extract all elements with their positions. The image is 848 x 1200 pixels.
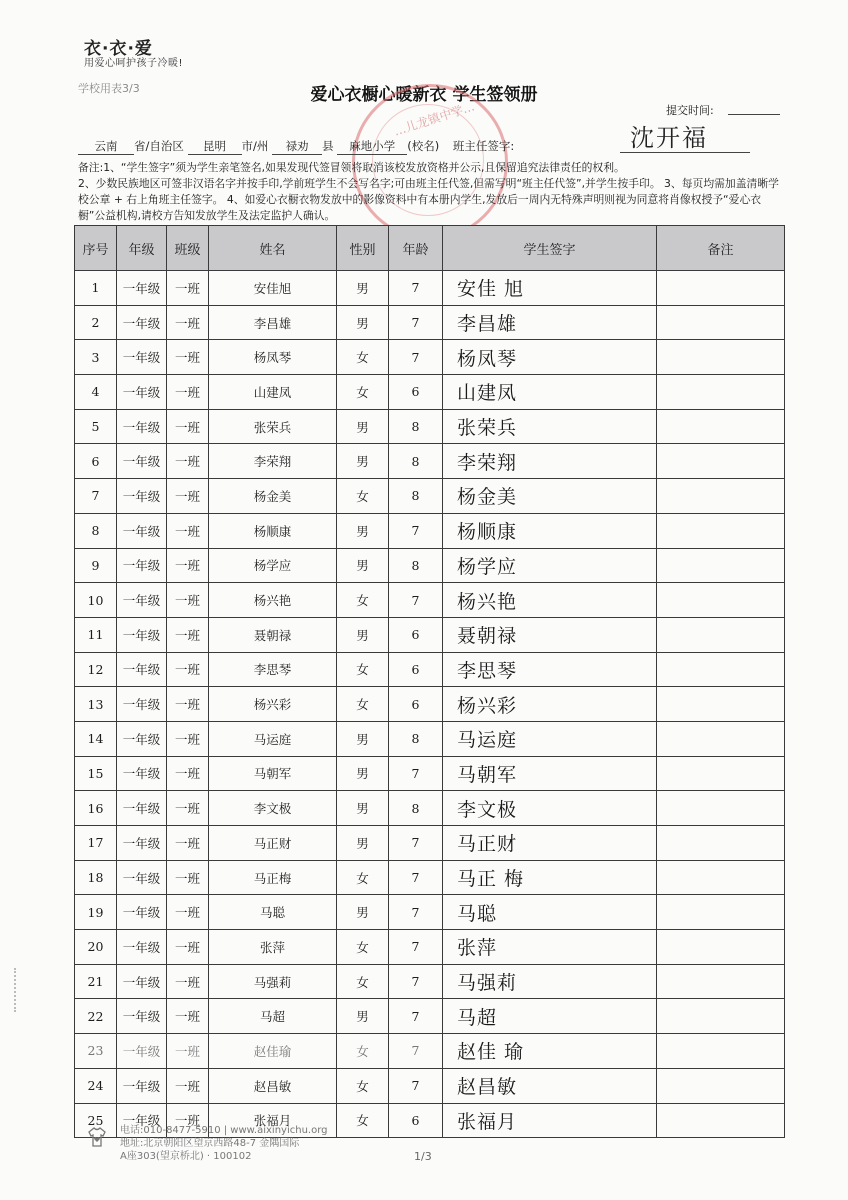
row-age: 7 <box>389 860 443 895</box>
table-row <box>75 375 785 410</box>
row-signature: 马正 梅 <box>443 860 657 895</box>
row-number: 23 <box>75 1034 117 1069</box>
row-class: 一班 <box>167 409 209 444</box>
row-signature: 赵昌敏 <box>443 1068 657 1103</box>
scan-edge-marks <box>14 968 22 1012</box>
row-grade: 一年级 <box>117 860 167 895</box>
row-name: 杨凤琴 <box>209 340 337 375</box>
row-class: 一班 <box>167 271 209 306</box>
row-grade: 一年级 <box>117 930 167 965</box>
row-name: 李昌雄 <box>209 305 337 340</box>
row-grade: 一年级 <box>117 583 167 618</box>
school-stamp-text: …儿龙镇中学… <box>392 99 477 139</box>
row-gender: 女 <box>337 1103 389 1138</box>
row-number: 25 <box>75 1103 117 1138</box>
row-grade: 一年级 <box>117 895 167 930</box>
row-gender: 男 <box>337 305 389 340</box>
row-signature: 马正财 <box>443 826 657 861</box>
row-age: 6 <box>389 1103 443 1138</box>
row-gender: 女 <box>337 1034 389 1069</box>
row-age: 7 <box>389 513 443 548</box>
row-remark <box>657 999 785 1034</box>
row-age: 6 <box>389 687 443 722</box>
row-number: 10 <box>75 583 117 618</box>
row-gender: 女 <box>337 479 389 514</box>
row-name: 赵昌敏 <box>209 1068 337 1103</box>
row-grade: 一年级 <box>117 409 167 444</box>
row-age: 7 <box>389 583 443 618</box>
row-remark <box>657 513 785 548</box>
header-col-signature: 学生签字 <box>443 226 657 271</box>
table-row <box>75 617 785 652</box>
row-name: 张萍 <box>209 930 337 965</box>
row-remark <box>657 930 785 965</box>
row-class: 一班 <box>167 721 209 756</box>
row-remark <box>657 305 785 340</box>
county-label: 县 <box>322 139 334 153</box>
row-age: 7 <box>389 964 443 999</box>
row-class: 一班 <box>167 1034 209 1069</box>
row-signature: 张荣兵 <box>443 409 657 444</box>
table-row <box>75 1068 785 1103</box>
row-grade: 一年级 <box>117 721 167 756</box>
row-gender: 男 <box>337 409 389 444</box>
row-name: 李荣翔 <box>209 444 337 479</box>
student-roster-table <box>74 225 785 1138</box>
table-header-row <box>75 226 785 271</box>
row-class: 一班 <box>167 964 209 999</box>
row-class: 一班 <box>167 1068 209 1103</box>
row-grade: 一年级 <box>117 513 167 548</box>
row-name: 李文极 <box>209 791 337 826</box>
row-number: 21 <box>75 964 117 999</box>
row-age: 7 <box>389 340 443 375</box>
school-name-label: (校名) <box>407 139 440 153</box>
row-number: 24 <box>75 1068 117 1103</box>
table-row <box>75 479 785 514</box>
row-remark <box>657 375 785 410</box>
row-grade: 一年级 <box>117 1068 167 1103</box>
row-number: 4 <box>75 375 117 410</box>
row-name: 张福月 <box>209 1103 337 1138</box>
row-signature: 李文极 <box>443 791 657 826</box>
row-grade: 一年级 <box>117 687 167 722</box>
page-number: 1/3 <box>414 1150 432 1163</box>
row-class: 一班 <box>167 756 209 791</box>
table-body <box>75 271 785 1138</box>
notes-block <box>78 160 784 224</box>
row-age: 7 <box>389 756 443 791</box>
shirt-heart-icon <box>86 1126 108 1148</box>
row-remark <box>657 860 785 895</box>
row-gender: 男 <box>337 895 389 930</box>
row-class: 一班 <box>167 305 209 340</box>
organization-logo: 衣·衣·爱 <box>84 39 153 59</box>
teacher-signature-label: 班主任签字: <box>452 139 515 153</box>
table-row <box>75 791 785 826</box>
row-name: 杨顺康 <box>209 513 337 548</box>
row-name: 李思琴 <box>209 652 337 687</box>
table-row <box>75 409 785 444</box>
organization-slogan: 用爱心呵护孩子冷暖! <box>84 58 184 69</box>
table-row <box>75 583 785 618</box>
row-age: 7 <box>389 895 443 930</box>
row-name: 马超 <box>209 999 337 1034</box>
row-remark <box>657 548 785 583</box>
row-gender: 男 <box>337 999 389 1034</box>
row-age: 6 <box>389 617 443 652</box>
row-number: 5 <box>75 409 117 444</box>
row-age: 8 <box>389 721 443 756</box>
row-class: 一班 <box>167 826 209 861</box>
row-remark <box>657 756 785 791</box>
table-row <box>75 271 785 306</box>
row-remark <box>657 1103 785 1138</box>
row-grade: 一年级 <box>117 791 167 826</box>
row-signature: 李思琴 <box>443 652 657 687</box>
row-class: 一班 <box>167 930 209 965</box>
row-gender: 女 <box>337 583 389 618</box>
row-grade: 一年级 <box>117 826 167 861</box>
row-name: 马正梅 <box>209 860 337 895</box>
row-signature: 马强莉 <box>443 964 657 999</box>
row-remark <box>657 583 785 618</box>
row-number: 20 <box>75 930 117 965</box>
row-gender: 女 <box>337 964 389 999</box>
row-remark <box>657 826 785 861</box>
county-value: 禄劝 <box>272 138 322 155</box>
row-number: 6 <box>75 444 117 479</box>
row-signature: 杨金美 <box>443 479 657 514</box>
row-signature: 聂朝禄 <box>443 617 657 652</box>
row-name: 马正财 <box>209 826 337 861</box>
table-row <box>75 687 785 722</box>
row-age: 7 <box>389 1068 443 1103</box>
row-remark <box>657 964 785 999</box>
header-col-grade: 年级 <box>117 226 167 271</box>
row-number: 7 <box>75 479 117 514</box>
row-remark <box>657 1068 785 1103</box>
row-remark <box>657 721 785 756</box>
row-number: 16 <box>75 791 117 826</box>
row-number: 18 <box>75 860 117 895</box>
row-grade: 一年级 <box>117 305 167 340</box>
row-gender: 女 <box>337 340 389 375</box>
row-class: 一班 <box>167 687 209 722</box>
row-grade: 一年级 <box>117 756 167 791</box>
row-class: 一班 <box>167 999 209 1034</box>
table-row <box>75 340 785 375</box>
row-name: 马强莉 <box>209 964 337 999</box>
row-age: 7 <box>389 305 443 340</box>
row-number: 19 <box>75 895 117 930</box>
row-remark <box>657 479 785 514</box>
footer-address-1: 地址:北京朝阳区望京西路48-7 金隅国际 <box>120 1138 300 1149</box>
row-signature: 李荣翔 <box>443 444 657 479</box>
row-gender: 女 <box>337 375 389 410</box>
row-age: 8 <box>389 791 443 826</box>
row-grade: 一年级 <box>117 271 167 306</box>
row-signature: 杨顺康 <box>443 513 657 548</box>
row-name: 杨金美 <box>209 479 337 514</box>
row-name: 张荣兵 <box>209 409 337 444</box>
row-grade: 一年级 <box>117 1103 167 1138</box>
row-signature: 马聪 <box>443 895 657 930</box>
row-name: 山建凤 <box>209 375 337 410</box>
row-class: 一班 <box>167 791 209 826</box>
row-number: 17 <box>75 826 117 861</box>
row-name: 赵佳瑜 <box>209 1034 337 1069</box>
row-remark <box>657 271 785 306</box>
row-number: 2 <box>75 305 117 340</box>
row-number: 22 <box>75 999 117 1034</box>
row-class: 一班 <box>167 340 209 375</box>
row-grade: 一年级 <box>117 444 167 479</box>
row-class: 一班 <box>167 513 209 548</box>
table-row <box>75 756 785 791</box>
row-class: 一班 <box>167 652 209 687</box>
row-name: 杨兴彩 <box>209 687 337 722</box>
header-col-class: 班级 <box>167 226 209 271</box>
footer-address-2: A座303(望京桥北) · 100102 <box>120 1151 252 1162</box>
row-gender: 女 <box>337 1068 389 1103</box>
row-signature: 山建凤 <box>443 375 657 410</box>
table-row <box>75 1034 785 1069</box>
table-row <box>75 513 785 548</box>
header-col-gender: 性别 <box>337 226 389 271</box>
row-grade: 一年级 <box>117 999 167 1034</box>
row-gender: 男 <box>337 721 389 756</box>
row-number: 11 <box>75 617 117 652</box>
row-gender: 男 <box>337 617 389 652</box>
row-number: 13 <box>75 687 117 722</box>
row-signature: 张福月 <box>443 1103 657 1138</box>
row-age: 7 <box>389 1034 443 1069</box>
table-row <box>75 305 785 340</box>
row-signature: 李昌雄 <box>443 305 657 340</box>
row-gender: 男 <box>337 271 389 306</box>
header-col-age: 年龄 <box>389 226 443 271</box>
submit-time-field <box>728 114 780 115</box>
row-remark <box>657 895 785 930</box>
province-value: 云南 <box>78 138 134 155</box>
row-class: 一班 <box>167 548 209 583</box>
row-signature: 杨兴艳 <box>443 583 657 618</box>
row-signature: 赵佳 瑜 <box>443 1034 657 1069</box>
row-number: 3 <box>75 340 117 375</box>
table-row <box>75 826 785 861</box>
row-gender: 男 <box>337 444 389 479</box>
row-age: 6 <box>389 375 443 410</box>
row-remark <box>657 409 785 444</box>
row-class: 一班 <box>167 895 209 930</box>
row-remark <box>657 340 785 375</box>
footer-contact <box>120 1124 328 1163</box>
province-label: 省/自治区 <box>134 139 184 153</box>
row-remark <box>657 791 785 826</box>
teacher-signature: 沈开福 <box>630 124 708 152</box>
table-row <box>75 964 785 999</box>
table-row <box>75 930 785 965</box>
row-gender: 女 <box>337 930 389 965</box>
page-title: 爱心衣橱心暖新衣 学生签领册 <box>310 85 538 105</box>
row-grade: 一年级 <box>117 548 167 583</box>
note-line-1: 备注:1、“学生签字”须为学生亲笔签名,如果发现代签冒领将取消该校发放资格并公示,且保留追究法律责任的权利。 <box>78 161 625 174</box>
row-gender: 男 <box>337 791 389 826</box>
row-signature: 杨学应 <box>443 548 657 583</box>
row-name: 马朝军 <box>209 756 337 791</box>
row-age: 7 <box>389 930 443 965</box>
teacher-signature-line <box>620 152 750 153</box>
row-class: 一班 <box>167 583 209 618</box>
row-signature: 张萍 <box>443 930 657 965</box>
row-gender: 女 <box>337 652 389 687</box>
row-remark <box>657 617 785 652</box>
row-remark <box>657 687 785 722</box>
table-row <box>75 860 785 895</box>
header-col-remark: 备注 <box>657 226 785 271</box>
table-row <box>75 721 785 756</box>
row-signature: 安佳 旭 <box>443 271 657 306</box>
row-signature: 马朝军 <box>443 756 657 791</box>
footer-phone: 电话:010-8477-5910 | www.aixinyichu.org <box>120 1125 328 1136</box>
row-class: 一班 <box>167 617 209 652</box>
table-row <box>75 895 785 930</box>
row-signature: 杨凤琴 <box>443 340 657 375</box>
row-gender: 男 <box>337 826 389 861</box>
row-signature: 马运庭 <box>443 721 657 756</box>
row-class: 一班 <box>167 375 209 410</box>
row-number: 1 <box>75 271 117 306</box>
row-name: 马聪 <box>209 895 337 930</box>
row-age: 7 <box>389 271 443 306</box>
form-code: 学校用表3/3 <box>78 82 140 95</box>
city-value: 昆明 <box>188 138 242 155</box>
row-remark <box>657 652 785 687</box>
table-row <box>75 999 785 1034</box>
row-number: 15 <box>75 756 117 791</box>
row-name: 聂朝禄 <box>209 617 337 652</box>
row-grade: 一年级 <box>117 964 167 999</box>
note-line-2: 2、少数民族地区可签非汉语名字并按手印,学前班学生不会写名字;可由班主任代签,但需写明“班主任代签”,并学生按手印。 3、每页均需加盖清晰学校公章 + 右上角班主任签字。 4、如爱心衣橱衣物发放中的影像资料中有本册内学生,发放后一周内无特殊声明则视为同意将肖像权授予“爱心衣橱”公益机构,请校方告知发放学生及法定监护人确认。 <box>78 177 779 222</box>
row-class: 一班 <box>167 1103 209 1138</box>
row-age: 6 <box>389 652 443 687</box>
row-grade: 一年级 <box>117 479 167 514</box>
row-class: 一班 <box>167 860 209 895</box>
row-grade: 一年级 <box>117 375 167 410</box>
row-number: 8 <box>75 513 117 548</box>
row-number: 12 <box>75 652 117 687</box>
table-row <box>75 652 785 687</box>
row-grade: 一年级 <box>117 1034 167 1069</box>
row-age: 7 <box>389 826 443 861</box>
row-name: 安佳旭 <box>209 271 337 306</box>
submit-time-label: 提交时间: <box>666 104 714 117</box>
row-age: 7 <box>389 999 443 1034</box>
table-row <box>75 548 785 583</box>
row-age: 8 <box>389 548 443 583</box>
header-col-name: 姓名 <box>209 226 337 271</box>
row-signature: 马超 <box>443 999 657 1034</box>
row-gender: 男 <box>337 513 389 548</box>
row-signature: 杨兴彩 <box>443 687 657 722</box>
header-col-number: 序号 <box>75 226 117 271</box>
table-row <box>75 444 785 479</box>
school-name-value: 麻地小学 <box>337 138 407 155</box>
row-remark <box>657 444 785 479</box>
row-class: 一班 <box>167 444 209 479</box>
row-number: 9 <box>75 548 117 583</box>
row-grade: 一年级 <box>117 340 167 375</box>
row-name: 杨学应 <box>209 548 337 583</box>
row-gender: 男 <box>337 548 389 583</box>
row-age: 8 <box>389 409 443 444</box>
row-name: 马运庭 <box>209 721 337 756</box>
row-gender: 女 <box>337 860 389 895</box>
city-label: 市/州 <box>241 139 269 153</box>
row-age: 8 <box>389 479 443 514</box>
row-age: 8 <box>389 444 443 479</box>
row-gender: 男 <box>337 756 389 791</box>
row-class: 一班 <box>167 479 209 514</box>
row-number: 14 <box>75 721 117 756</box>
row-grade: 一年级 <box>117 617 167 652</box>
row-gender: 女 <box>337 687 389 722</box>
row-remark <box>657 1034 785 1069</box>
row-grade: 一年级 <box>117 652 167 687</box>
row-name: 杨兴艳 <box>209 583 337 618</box>
